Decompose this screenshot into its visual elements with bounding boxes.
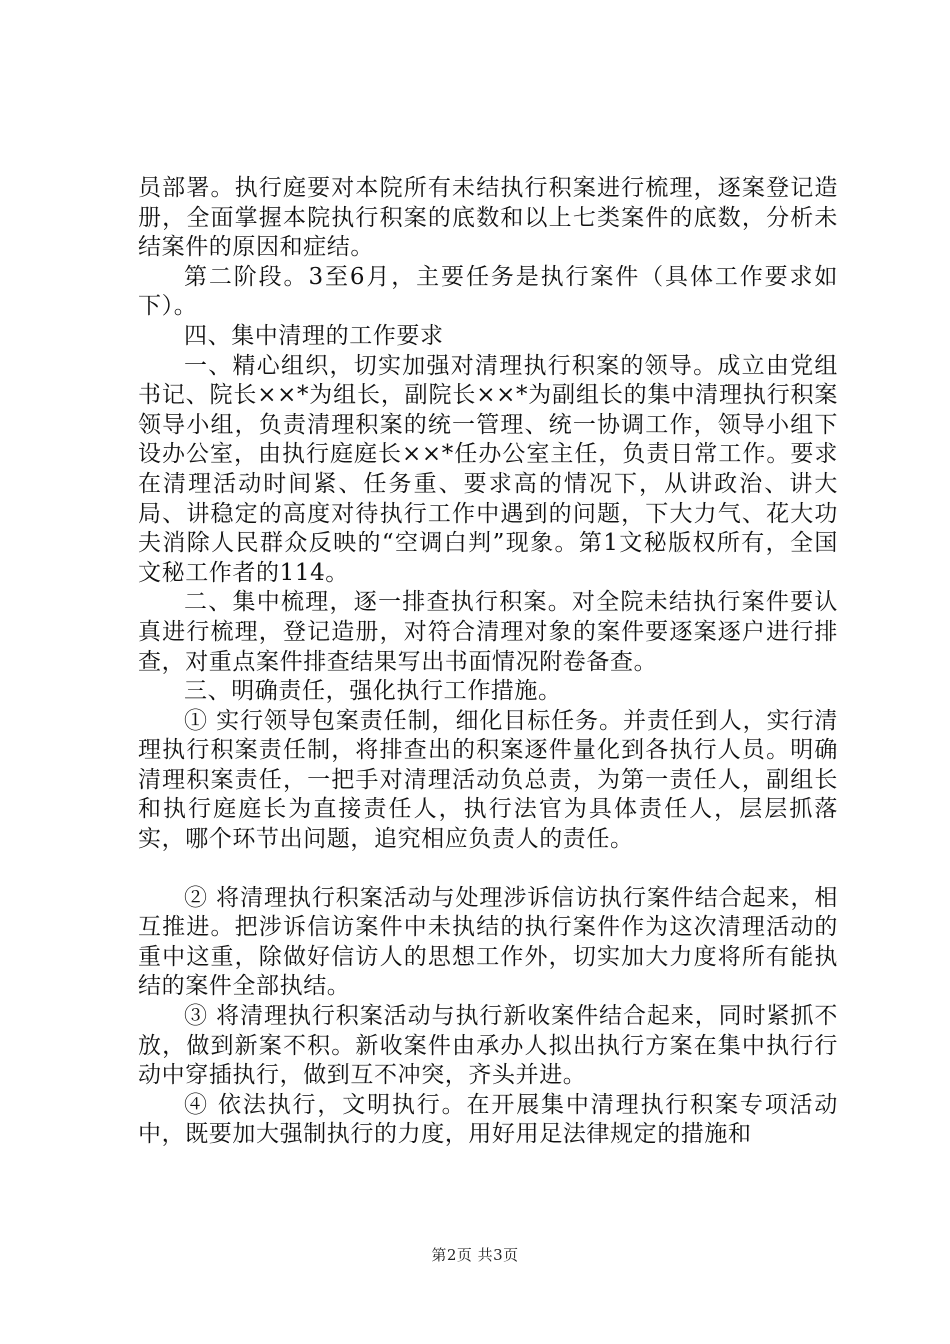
- document-body: [138, 174, 838, 1150]
- paragraph-item-3: ③ 将清理执行积案活动与执行新收案件结合起来，同时紧抓不放，做到新案不积。新收案件由承办人拟出执行方案在集中执行行动中穿插执行，做到互不冲突，齐头并进。: [138, 1003, 838, 1089]
- paragraph-item-4: ④ 依法执行，文明执行。在开展集中清理执行积案专项活动中，既要加大强制执行的力度，用好用足法律规定的措施和: [138, 1091, 838, 1148]
- paragraph-item-1: ① 实行领导包案责任制，细化目标任务。并责任到人，实行清理执行积案责任制，将排查出的积案逐件量化到各执行人员。明确清理积案责任，一把手对清理活动负总责，为第一责任人，副组长和执行庭庭长为直接责任人，执行法官为具体责任人，层层抓落实，哪个环节出问题，追究相应负责人的责任。: [138, 707, 838, 853]
- page-number-footer: 第2页 共3页: [431, 1246, 519, 1264]
- paragraph-item-2: ② 将清理执行积案活动与处理涉诉信访执行案件结合起来，相互推进。把涉诉信访案件中未执结的执行案件作为这次清理活动的重中这重，除做好信访人的思想工作外，切实加大力度将所有能执结的案件全部执结。: [138, 884, 838, 1000]
- paragraph-stage-two: 第二阶段。3至6月，主要任务是执行案件（具体工作要求如下）。: [138, 263, 838, 320]
- paragraph-continuation: 员部署。执行庭要对本院所有未结执行积案进行梳理，逐案登记造册，全面掌握本院执行积案的底数和以上七类案件的底数，分析未结案件的原因和症结。: [138, 175, 838, 261]
- section-heading-requirements: 四、集中清理的工作要求: [184, 322, 444, 349]
- paragraph-review: 二、集中梳理，逐一排查执行积案。对全院未结执行案件要认真进行梳理，登记造册，对符合清理对象的案件要逐案逐户进行排查，对重点案件排查结果写出书面情况附卷备查。: [138, 589, 838, 675]
- paragraph-organize: 一、精心组织，切实加强对清理执行积案的领导。成立由党组书记、院长××*为组长，副院长××*为副组长的集中清理执行积案领导小组，负责清理积案的统一管理、统一协调工作，领导小组下设办公室，由执行庭庭长××*任办公室主任，负责日常工作。要求在清理活动时间紧、任务重、要求高的情况下，从讲政治、讲大局、讲稳定的高度对待执行工作中遇到的问题，下大力气、花大功夫消除人民群众反映的“空调白判”现象。第1文秘版权所有，全国文秘工作者的114。: [138, 352, 838, 586]
- paragraph-responsibility: 三、明确责任，强化执行工作措施。: [184, 678, 562, 705]
